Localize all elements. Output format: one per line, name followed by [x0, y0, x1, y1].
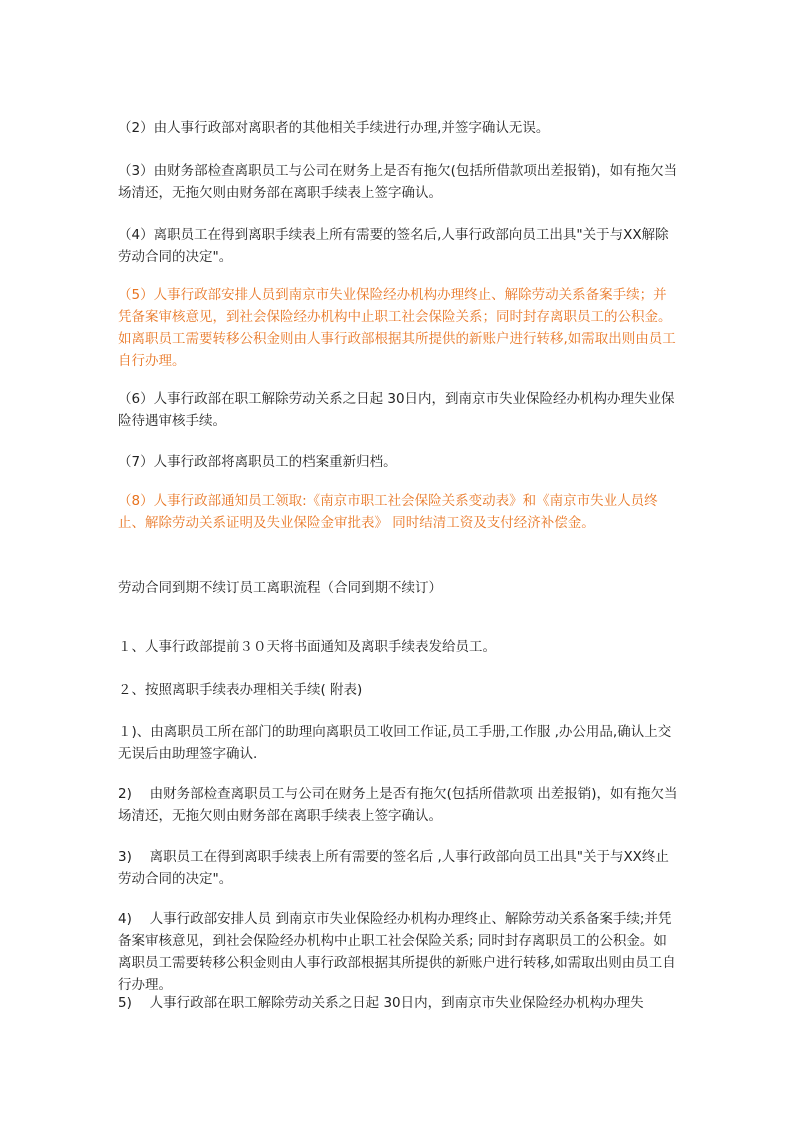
paragraph-step-3: （3）由财务部检查离职员工与公司在财务上是否有拖欠(包括所借款项出差报销)，如有拖欠当场清还，无拖欠则由财务部在离职手续表上签字确认。 — [118, 163, 678, 201]
paragraph-item-1: １、人事行政部提前３０天将书面通知及离职手续表发给员工。 — [118, 639, 496, 655]
paragraph-sub-3: 3) 离职员工在得到离职手续表上所有需要的签名后 ,人事行政部向员工出具"关于与XX终止劳动合同的决定"。 — [118, 849, 669, 887]
paragraph-step-5: （5）人事行政部安排人员到南京市失业保险经办机构办理终止、解除劳动关系备案手续；并凭备案审核意见，到社会保险经办机构中止职工社会保险关系；同时封存离职员工的公积金。如离职员工需要转移公积金则由人事行政部根据其所提供的新账户进行转移,如需取出则由员工自行办理。 — [118, 287, 676, 369]
paragraph-sub-5: 5) 人事行政部在职工解除劳动关系之日起 30日内，到南京市失业保险经办机构办理失 — [118, 995, 644, 1011]
paragraph-sub-2: 2) 由财务部检查离职员工与公司在财务上是否有拖欠(包括所借款项 出差报销)，如有拖欠当场清还，无拖欠则由财务部在离职手续表上签字确认。 — [118, 786, 678, 824]
paragraph-sub-4: 4) 人事行政部安排人员 到南京市失业保险经办机构办理终止、解除劳动关系备案手续;并凭备案审核意见，到社会保险经办机构中止职工社会保险关系; 同时封存离职员工的公积金。如离职员工需要转移公积金则由人事行政部根据其所提供的新账户进行转移,如需取出则由员工自行办理。 — [118, 911, 676, 993]
paragraph-sub-1: １)、由离职员工所在部门的助理向离职员工收回工作证,员工手册,工作服 ,办公用品,确认上交无误后由助理签字确认. — [118, 724, 672, 762]
paragraph-step-2: （2）由人事行政部对离职者的其他相关手续进行办理,并签字确认无误。 — [118, 120, 550, 136]
paragraph-step-6: （6）人事行政部在职工解除劳动关系之日起 30日内，到南京市失业保险经办机构办理失业保险待遇审核手续。 — [118, 391, 675, 429]
paragraph-step-8: （8）人事行政部通知员工领取:《南京市职工社会保险关系变动表》和《南京市失业人员终止、解除劳动关系证明及失业保险金审批表》 同时结清工资及支付经济补偿金。 — [118, 493, 658, 531]
paragraph-step-4: （4）离职员工在得到离职手续表上所有需要的签名后,人事行政部向员工出具"关于与XX解除劳动合同的决定"。 — [118, 227, 669, 265]
paragraph-item-2: ２、按照离职手续表办理相关手续( 附表) — [118, 682, 363, 698]
section-heading: 劳动合同到期不续订员工离职流程（合同到期不续订） — [118, 580, 442, 596]
paragraph-step-7: （7）人事行政部将离职员工的档案重新归档。 — [118, 454, 397, 470]
